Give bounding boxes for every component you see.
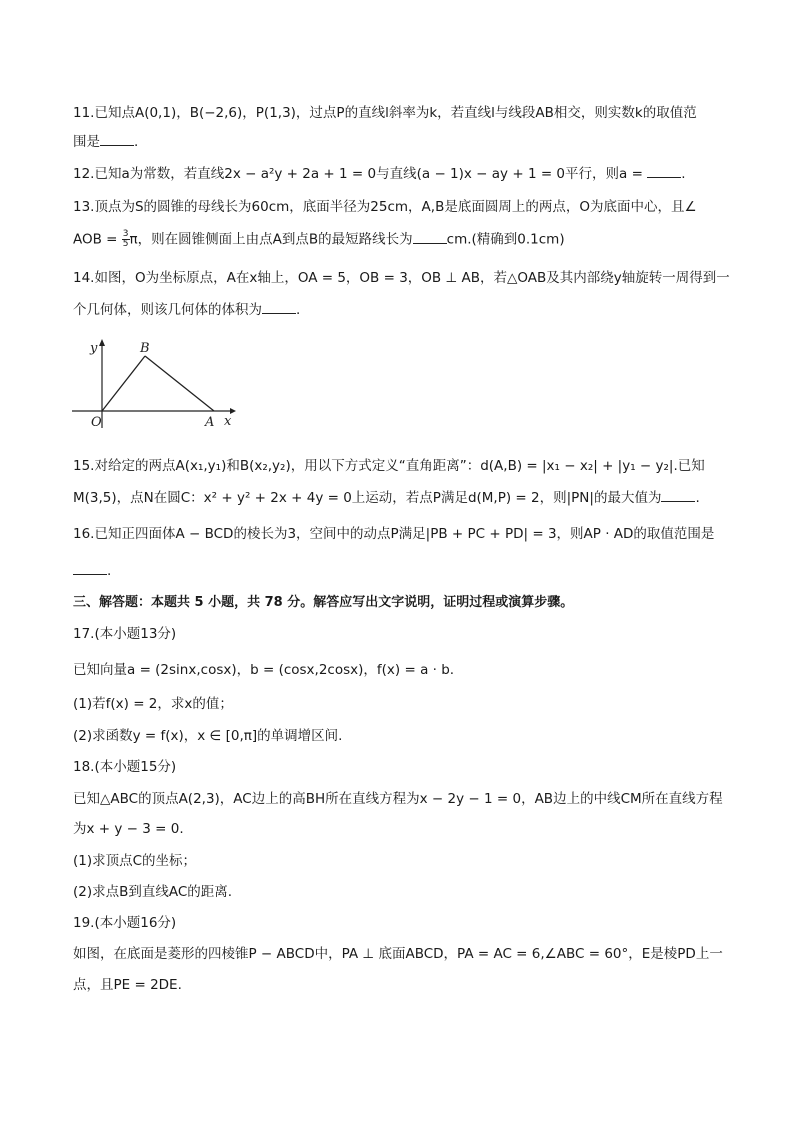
q13-mid: π，则在圆锥侧面上由点A到点B的最短路线长为 xyxy=(129,231,413,248)
q14-prefix: 个几何体，则该几何体的体积为 xyxy=(73,302,262,318)
q16-line2 xyxy=(73,562,111,580)
q15-line2 xyxy=(73,489,700,507)
q18-stem2: 为x + y − 3 = 0. xyxy=(73,821,184,837)
q13-answer-blank xyxy=(413,231,447,244)
q15-answer-blank xyxy=(661,489,695,502)
q13-line1: 13.顶点为S的圆锥的母线长为60cm，底面半径为25cm，A,B是底面圆周上的两点，O为底面中心，且∠ xyxy=(73,199,697,215)
q19-stem2: 点，且PE = 2DE. xyxy=(73,977,182,993)
section3-heading: 三、解答题：本题共 5 小题，共 78 分。解答应写出文字说明，证明过程或演算步骤。 xyxy=(73,595,574,610)
label-b: B xyxy=(140,341,150,356)
q13-frac-num: 3 xyxy=(122,229,129,239)
q14-suffix: . xyxy=(296,302,301,318)
q13-fraction xyxy=(122,230,130,249)
q11-suffix: . xyxy=(134,134,139,150)
q13-line2 xyxy=(73,230,565,249)
q15-line1: 15.对给定的两点A(x₁,y₁)和B(x₂,y₂)，用以下方式定义“直角距离”：d(A,B) = |x₁ − x₂| + |y₁ − y₂|.已知 xyxy=(73,458,705,474)
q11-line1: 11.已知点A(0,1)，B(−2,6)，P(1,3)，过点P的直线l斜率为k，若直线l与线段AB相交，则实数k的取值范 xyxy=(73,105,697,121)
q18-stem1: 已知△ABC的顶点A(2,3)，AC边上的高BH所在直线方程为x − 2y − 1 = 0，AB边上的中线CM所在直线方程 xyxy=(73,791,723,807)
q14-line1: 14.如图，O为坐标原点，A在x轴上，OA = 5，OB = 3，OB ⊥ AB，若△OAB及其内部绕y轴旋转一周得到一 xyxy=(73,270,730,286)
q14-figure xyxy=(66,334,246,434)
q11-line2 xyxy=(73,133,138,151)
q11-prefix: 围是 xyxy=(73,134,100,150)
q17-header: 17.(本小题13分) xyxy=(73,626,177,642)
q13-suffix: cm.(精确到0.1cm) xyxy=(446,231,565,248)
q14-answer-blank xyxy=(262,301,296,314)
q13-frac-den: 5 xyxy=(122,239,129,249)
q12-prefix: 12.已知a为常数，若直线2x − a²y + 2a + 1 = 0与直线(a − 1)x − ay + 1 = 0平行，则a = xyxy=(73,166,648,182)
segment-ba xyxy=(145,356,214,411)
q13-prefix: AOB = xyxy=(73,231,122,248)
q18-header: 18.(本小题15分) xyxy=(73,759,177,775)
q14-line2 xyxy=(73,301,300,319)
q12-answer-blank xyxy=(647,165,681,178)
q19-stem1: 如图，在底面是菱形的四棱锥P − ABCD中，PA ⊥ 底面ABCD，PA = AC = 6,∠ABC = 60°，E是棱PD上一 xyxy=(73,946,723,962)
q11-answer-blank xyxy=(100,133,134,146)
label-y: y xyxy=(90,341,98,356)
q17-part1: (1)若f(x) = 2，求x的值； xyxy=(73,696,233,712)
q19-header: 19.(本小题16分) xyxy=(73,915,177,931)
segment-ob xyxy=(102,356,145,411)
label-o: O xyxy=(91,415,102,430)
q18-part2: (2)求点B到直线AC的距离. xyxy=(73,884,233,900)
q15-suffix: . xyxy=(695,490,700,506)
q17-part2: (2)求函数y = f(x)，x ∈ [0,π]的单调增区间. xyxy=(73,728,343,744)
q12-line xyxy=(73,165,685,183)
q18-part1: (1)求顶点C的坐标； xyxy=(73,853,197,869)
q16-suffix: . xyxy=(107,563,112,579)
label-x: x xyxy=(224,414,232,429)
q17-stem: 已知向量a = (2sinx,cosx)，b = (cosx,2cosx)，f(x) = a · b. xyxy=(73,662,455,678)
q16-line1: 16.已知正四面体A − BCD的棱长为3，空间中的动点P满足|PB + PC + PD| = 3，则AP · AD的取值范围是 xyxy=(73,526,715,542)
q12-suffix: . xyxy=(681,166,686,182)
y-axis-arrow-icon xyxy=(99,339,105,346)
q15-prefix: M(3,5)，点N在圆C：x² + y² + 2x + 4y = 0上运动，若点P满足d(M,P) = 2，则|PN|的最大值为 xyxy=(73,490,662,506)
label-a: A xyxy=(205,415,215,430)
q16-answer-blank xyxy=(73,562,107,575)
